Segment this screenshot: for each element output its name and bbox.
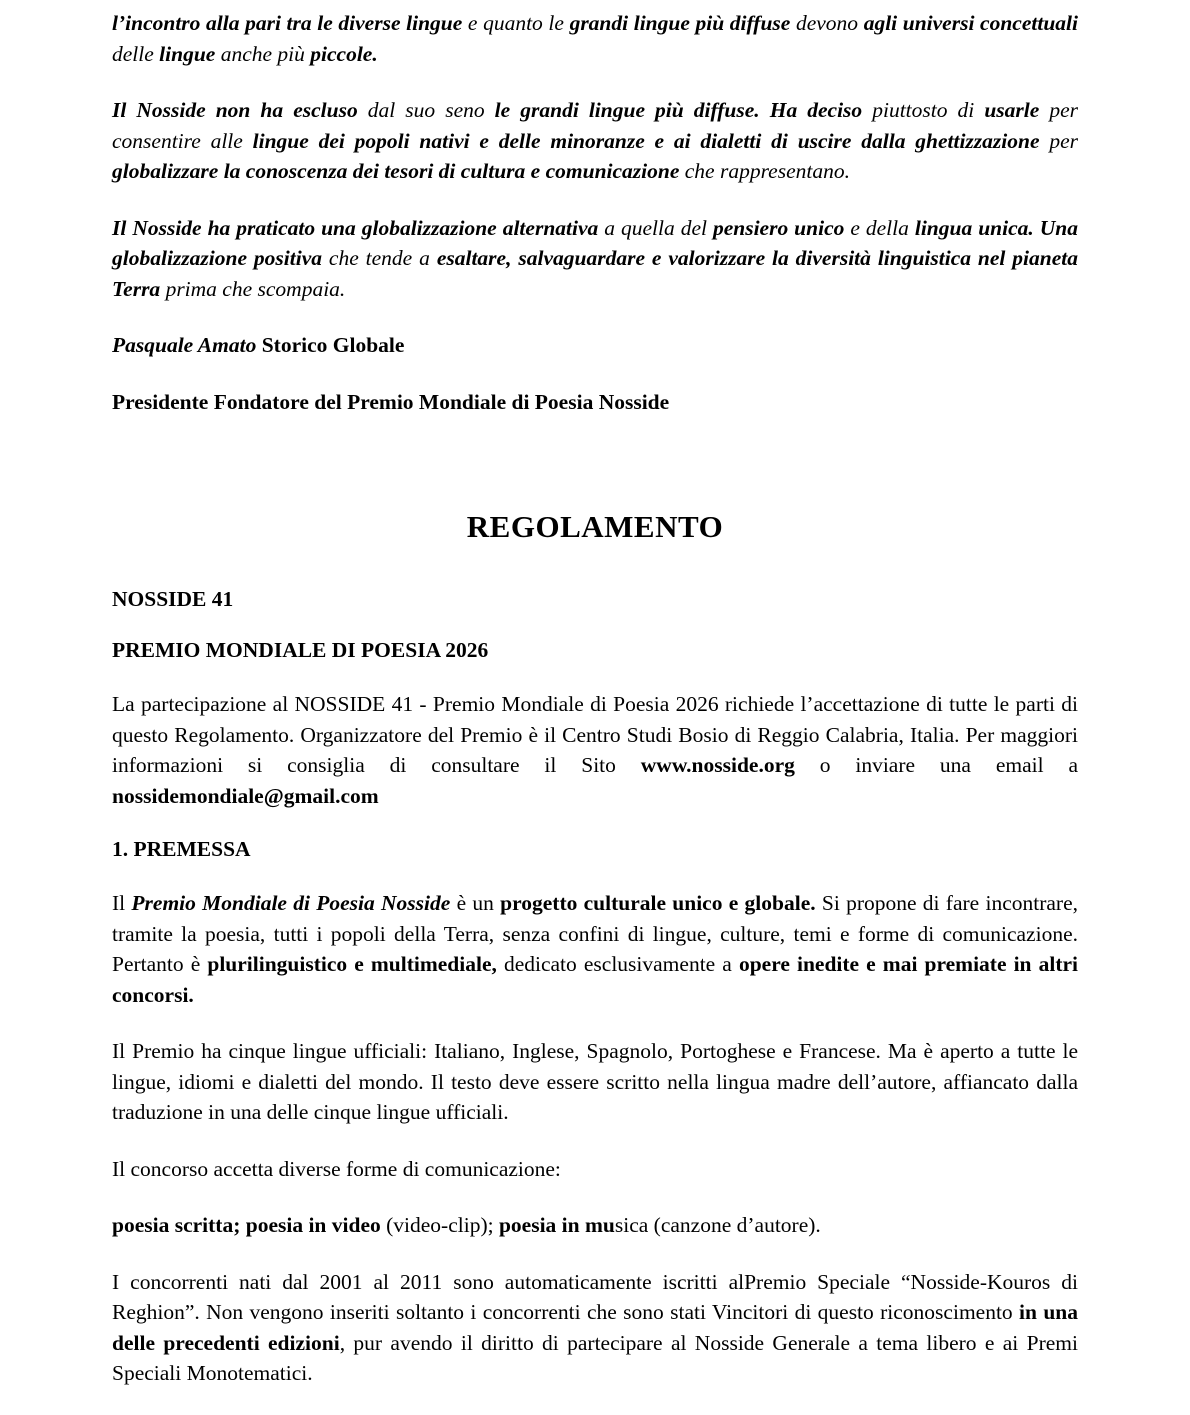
- text-run: plurilinguistico e multimediale,: [207, 952, 497, 977]
- text-run: Il Nosside non ha escluso: [112, 98, 358, 123]
- paragraph-partecipazione: [112, 689, 1078, 811]
- text-run: Il Nosside ha praticato una globalizzazione alternativa: [112, 215, 599, 240]
- text-run: per consentire alle: [112, 98, 1079, 153]
- text-run: devono: [790, 11, 864, 35]
- section-heading-premessa: [112, 837, 1078, 862]
- text-run: , pur avendo il diritto di partecipare al Nosside Generale a tema libero e ai Premi Speciali Monotematici.: [112, 1330, 1078, 1386]
- paragraph-forme: [112, 1210, 1078, 1241]
- text-run: piuttosto di: [862, 98, 985, 123]
- text-run: Storico Globale: [256, 333, 405, 358]
- text-run: e della: [844, 215, 915, 240]
- text-run: (video-clip);: [380, 1213, 499, 1238]
- text-run: nossidemondiale@gmail.com: [112, 783, 379, 808]
- text-run: Si propone di fare incontrare, tramite la poesia, tutti i popoli della Terra, senza confini di lingue, culture, temi e forme di comunicazione. Pertanto è: [112, 891, 1078, 977]
- paragraph: [112, 1036, 1078, 1128]
- subtitle-edition: NOSSIDE 41: [112, 587, 234, 612]
- text-run: pensiero unico: [712, 215, 845, 240]
- text-run: in una delle precedenti edizioni: [112, 1300, 1078, 1355]
- text-run: l’incontro alla pari tra le diverse lingue: [112, 11, 463, 35]
- page-title: REGOLAMENTO: [466, 509, 724, 545]
- text-run: o inviare una email a: [794, 753, 1078, 778]
- text-run: Pasquale Amato: [112, 333, 257, 358]
- text-run: e quanto le: [462, 11, 570, 35]
- text-run: esaltare, salvaguardare e valorizzare la diversità linguistica nel pianeta Terra: [112, 246, 1079, 301]
- text-run: Il concorso accetta diverse forme di comunicazione:: [112, 1156, 561, 1181]
- paragraph: [112, 1154, 1078, 1185]
- text-run: prima che scompaia.: [160, 276, 346, 301]
- text-run: è un: [450, 891, 501, 916]
- paragraph: [112, 8, 1078, 69]
- paragraph: [112, 888, 1078, 1010]
- text-run: www.nosside.org: [640, 753, 795, 778]
- text-run: anche più: [215, 41, 311, 66]
- text-run: sica (canzone d’autore).: [614, 1213, 821, 1238]
- text-run: La partecipazione al NOSSIDE 41 - Premio Mondiale di Poesia 2026 richiede l’accettazione di tutte le parti di questo Regolamento. Organizzatore del Premio è il Centro Studi Bosio di Reggio Calabria, Italia. Per maggiori informazioni si consiglia di consultare il Sito: [112, 692, 1078, 778]
- author-role: [112, 387, 1078, 418]
- text-run: dal suo seno: [357, 98, 495, 123]
- intro-section: [112, 0, 1078, 417]
- text-run: lingue dei popoli nativi e delle minoranze e ai dialetti di uscire dalla ghettizzazione: [252, 128, 1040, 153]
- author-signature: [112, 330, 1078, 361]
- text-run: grandi lingue più diffuse: [569, 11, 791, 35]
- text-run: per: [1039, 128, 1078, 153]
- text-run: Il: [112, 891, 132, 916]
- text-run: a quella del: [598, 215, 713, 240]
- text-run: usarle: [984, 98, 1040, 123]
- text-run: che tende a: [322, 246, 437, 271]
- text-run: progetto culturale unico e globale.: [500, 891, 816, 916]
- text-run: Premio Mondiale di Poesia Nosside: [131, 891, 451, 916]
- subtitle-award: PREMIO MONDIALE DI POESIA 2026: [112, 638, 489, 663]
- text-run: Il Premio ha cinque lingue ufficiali: Italiano, Inglese, Spagnolo, Portoghese e Francese. Ma è aperto a tutte le lingue, idiomi e dialetti del mondo. Il testo deve essere scritto nella lingua madre dell’autore, affiancato dalla traduzione in una delle cinque lingue ufficiali.: [112, 1039, 1078, 1125]
- text-run: I concorrenti nati dal 2001 al 2011 sono automaticamente iscritti alPremio Speciale “Nosside-Kouros di Reghion”. Non vengono inseriti soltanto i concorrenti che sono stati Vincitori di questo riconoscimento: [112, 1269, 1078, 1325]
- text-run: le grandi lingue più diffuse. Ha deciso: [494, 98, 863, 123]
- text-run: lingue: [159, 41, 216, 66]
- text-run: agli universi concettuali: [863, 11, 1078, 35]
- text-run: che rappresentano.: [679, 159, 850, 184]
- paragraph: [112, 95, 1078, 187]
- text-run: lingua unica. Una globalizzazione positiva: [112, 215, 1078, 271]
- text-run: 1. PREMESSA: [112, 837, 251, 862]
- paragraph: [112, 213, 1078, 305]
- text-run: poesia scritta; poesia in video: [112, 1213, 381, 1238]
- regulation-body: [112, 689, 1078, 1389]
- text-run: dedicato esclusivamente a: [496, 952, 739, 977]
- section-spacer: [112, 443, 1078, 509]
- text-run: globalizzare la conoscenza dei tesori di cultura e comunicazione: [112, 159, 680, 184]
- text-run: opere inedite e mai premiate in altri concorsi.: [112, 952, 1078, 1007]
- text-run: Presidente Fondatore del Premio Mondiale di Poesia Nosside: [112, 389, 670, 414]
- text-run: piccole.: [310, 41, 378, 66]
- text-run: poesia in mu: [498, 1213, 615, 1238]
- text-run: delle: [112, 41, 160, 66]
- paragraph-kouros: [112, 1267, 1078, 1389]
